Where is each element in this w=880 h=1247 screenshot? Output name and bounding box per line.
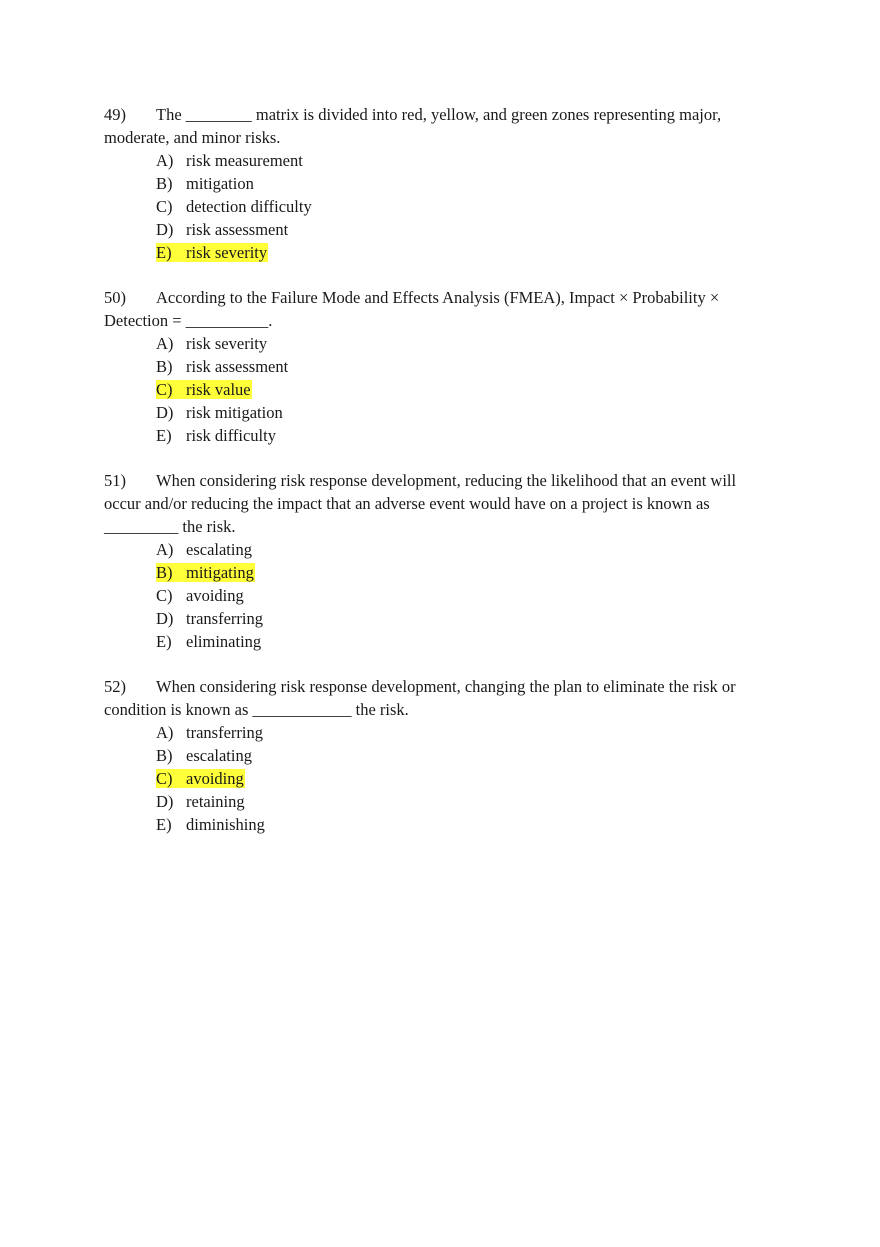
answer-option-a <box>156 149 774 172</box>
answer-option-e <box>156 424 774 447</box>
question-stem <box>104 675 774 721</box>
answer-option-d <box>156 607 774 630</box>
answer-option-e <box>156 630 774 653</box>
option-text: escalating <box>186 540 252 559</box>
question-50 <box>104 286 774 447</box>
answer-option-c <box>156 195 774 218</box>
question-stem <box>104 469 774 538</box>
option-letter: A) <box>156 151 174 170</box>
answer-option-b <box>156 172 774 195</box>
question-text: When considering risk response development, reducing the likelihood that an event will occur and/or reducing the impact that an adverse event would have on a project is known as _________ the risk. <box>104 471 737 536</box>
option-text: detection difficulty <box>186 197 312 216</box>
option-letter: C) <box>156 197 173 216</box>
option-text: mitigation <box>186 174 254 193</box>
answer-options <box>104 332 774 447</box>
answer-option-d <box>156 401 774 424</box>
answer-option-e <box>156 241 774 264</box>
answer-option-a <box>156 538 774 561</box>
answer-option-a <box>156 332 774 355</box>
question-number: 49) <box>104 105 126 124</box>
answer-option-d <box>156 218 774 241</box>
answer-option-b <box>156 744 774 767</box>
answer-option-c <box>156 767 774 790</box>
option-text: risk severity <box>186 334 268 353</box>
option-letter: D) <box>156 403 174 422</box>
option-text: avoiding <box>186 586 244 605</box>
answer-options <box>104 149 774 264</box>
option-text: escalating <box>186 746 252 765</box>
option-text: eliminating <box>186 632 262 651</box>
answer-options <box>104 721 774 836</box>
option-letter: C) <box>156 380 173 399</box>
option-letter: A) <box>156 334 174 353</box>
option-text: mitigating <box>186 563 254 582</box>
option-text: avoiding <box>186 769 244 788</box>
answer-option-a <box>156 721 774 744</box>
option-text: risk severity <box>186 243 268 262</box>
answer-option-b <box>156 355 774 378</box>
option-letter: B) <box>156 357 173 376</box>
question-number: 50) <box>104 288 126 307</box>
question-text: The ________ matrix is divided into red, yellow, and green zones representing major, moderate, and minor risks. <box>104 105 722 147</box>
option-letter: A) <box>156 723 174 742</box>
option-letter: B) <box>156 174 173 193</box>
option-letter: B) <box>156 746 173 765</box>
option-text: risk assessment <box>186 357 289 376</box>
question-stem <box>104 286 774 332</box>
option-text: risk assessment <box>186 220 289 239</box>
question-stem <box>104 103 774 149</box>
option-text: retaining <box>186 792 245 811</box>
option-text: risk value <box>186 380 251 399</box>
question-number: 52) <box>104 677 126 696</box>
option-letter: D) <box>156 792 174 811</box>
option-letter: A) <box>156 540 174 559</box>
answer-option-b <box>156 561 774 584</box>
option-letter: C) <box>156 769 173 788</box>
question-52 <box>104 675 774 836</box>
answer-option-c <box>156 584 774 607</box>
answer-option-c <box>156 378 774 401</box>
option-letter: E) <box>156 426 172 445</box>
answer-option-e <box>156 813 774 836</box>
option-letter: E) <box>156 243 172 262</box>
option-letter: D) <box>156 220 174 239</box>
option-letter: E) <box>156 815 172 834</box>
answer-option-d <box>156 790 774 813</box>
option-letter: D) <box>156 609 174 628</box>
option-text: risk measurement <box>186 151 303 170</box>
option-text: transferring <box>186 609 263 628</box>
option-letter: E) <box>156 632 172 651</box>
question-text: When considering risk response development, changing the plan to eliminate the risk or condition is known as ____________ the risk. <box>104 677 736 719</box>
answer-options <box>104 538 774 653</box>
option-letter: B) <box>156 563 173 582</box>
question-text: According to the Failure Mode and Effects Analysis (FMEA), Impact × Probability × Detection = __________. <box>104 288 720 330</box>
option-letter: C) <box>156 586 173 605</box>
question-51 <box>104 469 774 653</box>
option-text: risk mitigation <box>186 403 283 422</box>
option-text: transferring <box>186 723 263 742</box>
question-49 <box>104 103 774 264</box>
option-text: risk difficulty <box>186 426 276 445</box>
question-number: 51) <box>104 471 126 490</box>
option-text: diminishing <box>186 815 265 834</box>
question-list <box>104 103 774 858</box>
